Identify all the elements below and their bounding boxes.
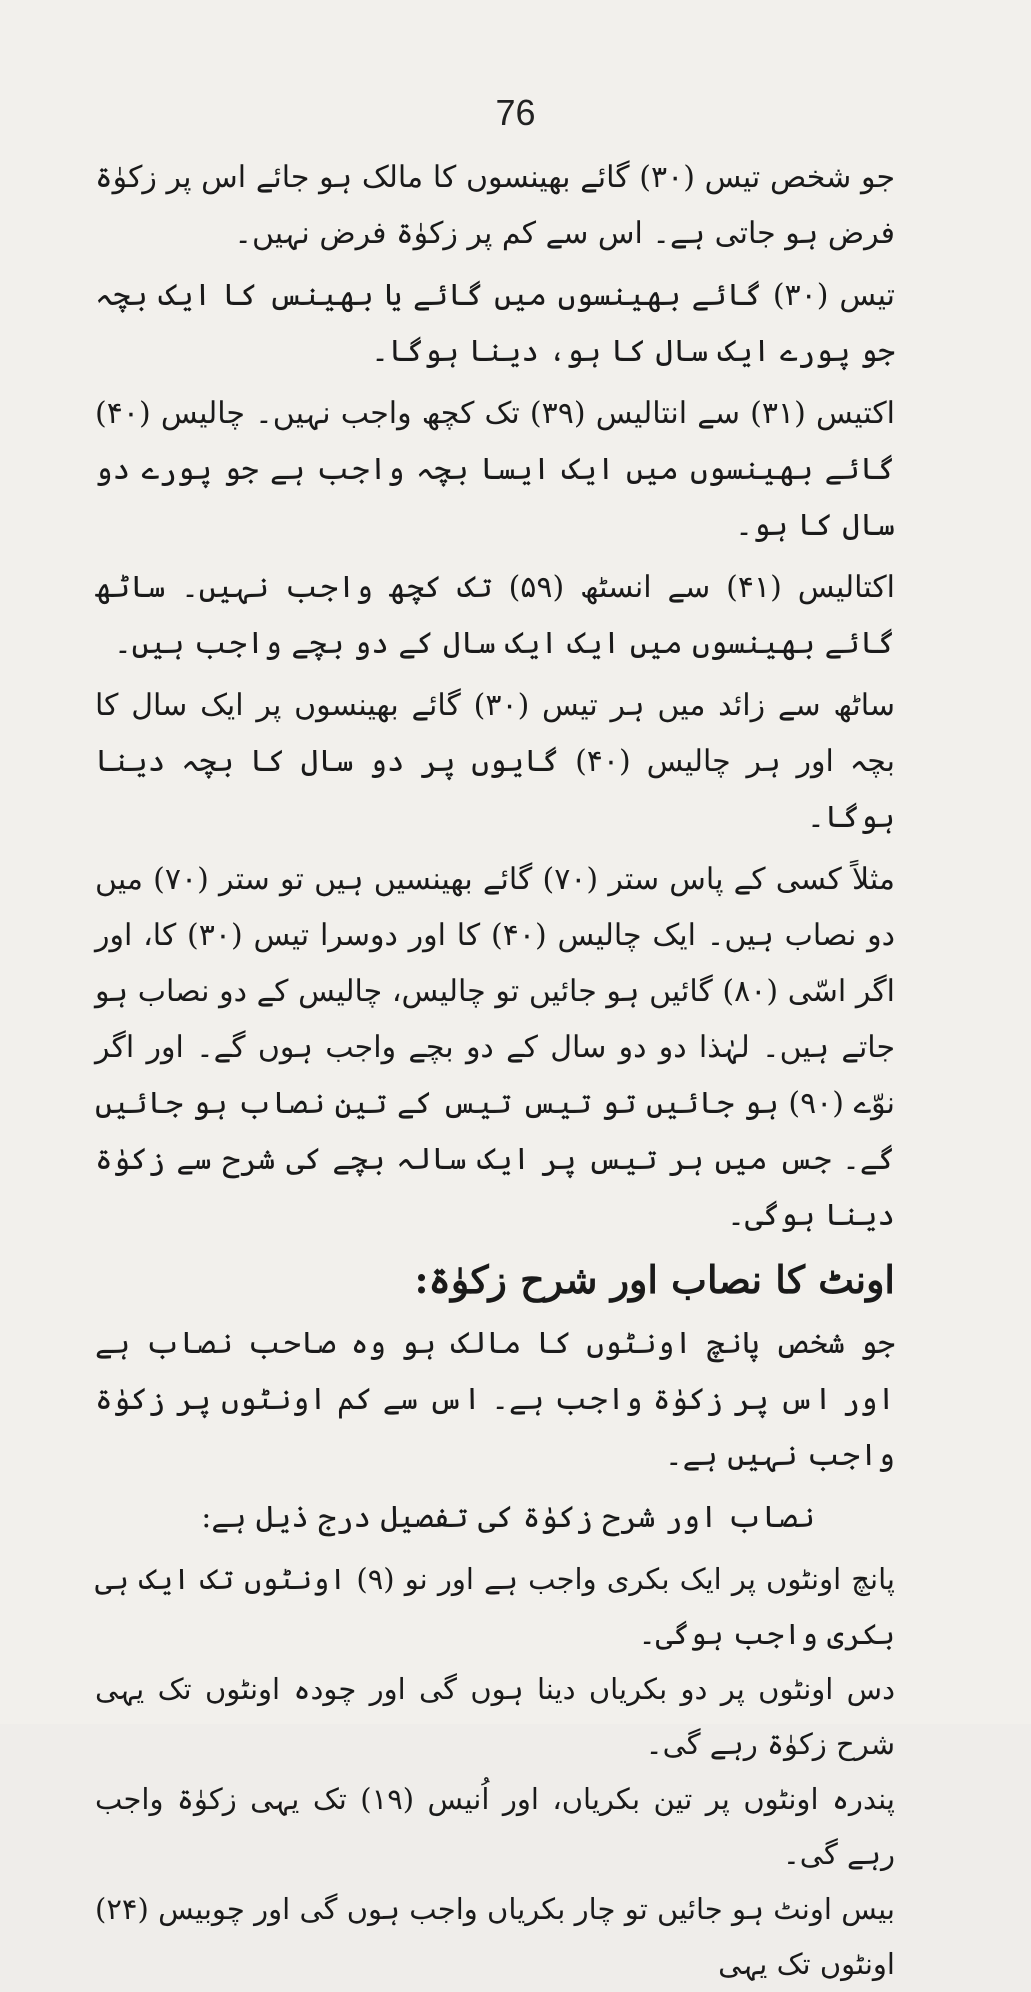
- paragraph-camel-nisab: جو شخص پانچ اونٹوں کا مالک ہو وہ صاحب نصاب ہے اور اس پر زکوٰۃ واجب ہے۔ اس سے کم اونٹوں پر زکوٰۃ واجب نہیں ہے۔: [95, 1326, 895, 1473]
- rule-five-camels: پانچ اونٹوں پر ایک بکری واجب ہے اور نو (۹) اونٹوں تک ایک ہی بکری واجب ہوگی۔: [95, 1562, 895, 1651]
- paragraph-above-sixty: ساٹھ سے زائد میں ہر تیس (۳۰) گائے بھینسوں پر ایک سال کا بچہ اور ہر چالیس (۴۰) گایوں پر دو سال کا بچہ دینا ہوگا۔: [95, 688, 895, 835]
- paragraph-intro: نصاب اور شرح زکوٰۃ کی تفصیل درج ذیل ہے:: [201, 1500, 815, 1535]
- paragraph-sixty-cattle: اکتالیس (۴۱) سے انسٹھ (۵۹) تک کچھ واجب نہیں۔ ساٹھ گائے بھینسوں میں ایک ایک سال کے دو بچے واجب ہیں۔: [95, 570, 895, 661]
- page-number: 76: [495, 92, 536, 133]
- page-body: [95, 150, 895, 1992]
- rule-twenty-camels: بیس اونٹ ہو جائیں تو چار بکریاں واجب ہوں گی اور چوبیس (۲۴) اونٹوں تک یہی: [95, 1892, 895, 1981]
- paragraph-cattle-nisab: جو شخص تیس (۳۰) گائے بھینسوں کا مالک ہو جائے اس پر زکوٰۃ فرض ہو جاتی ہے۔ اس سے کم پر زکوٰۃ فرض نہیں۔: [95, 160, 895, 251]
- paragraph-thirty-cattle: تیس (۳۰) گائے بھینسوں میں گائے یا بھینس کا ایک بچہ جو پورے ایک سال کا ہو، دینا ہوگا۔: [95, 278, 895, 369]
- paragraph-forty-cattle: اکتیس (۳۱) سے انتالیس (۳۹) تک کچھ واجب نہیں۔ چالیس (۴۰) گائے بھینسوں میں ایک ایسا بچہ واجب ہے جو پورے دو سال کا ہو۔: [95, 396, 895, 543]
- rule-fifteen-camels: پندرہ اونٹوں پر تین بکریاں، اور اُنیس (۱۹) تک یہی زکوٰۃ واجب رہے گی۔: [95, 1782, 895, 1871]
- section-heading-camel: اونٹ کا نصاب اور شرح زکوٰۃ:: [414, 1257, 895, 1302]
- paragraph-example: مثلاً کسی کے پاس ستر (۷۰) گائے بھینسیں ہیں تو ستر (۷۰) میں دو نصاب ہیں۔ ایک چالیس (۴۰) کا اور دوسرا تیس (۳۰) کا، اور اگر اسّی (۸۰) گائیں ہو جائیں تو چالیس، چالیس کے دو نصاب ہو جاتے ہیں۔ لہٰذا دو دو سال کے دو بچے واجب ہوں گے۔ اور اگر نوّے (۹۰) ہو جائیں تو تیس تیس کے تین نصاب ہو جائیں گے۔ جس میں ہر تیس پر ایک سالہ بچے کی شرح سے زکوٰۃ دینا ہوگی۔: [95, 862, 896, 1233]
- rule-ten-camels: دس اونٹوں پر دو بکریاں دینا ہوں گی اور چودہ اونٹوں تک یہی شرح زکوٰۃ رہے گی۔: [95, 1672, 895, 1761]
